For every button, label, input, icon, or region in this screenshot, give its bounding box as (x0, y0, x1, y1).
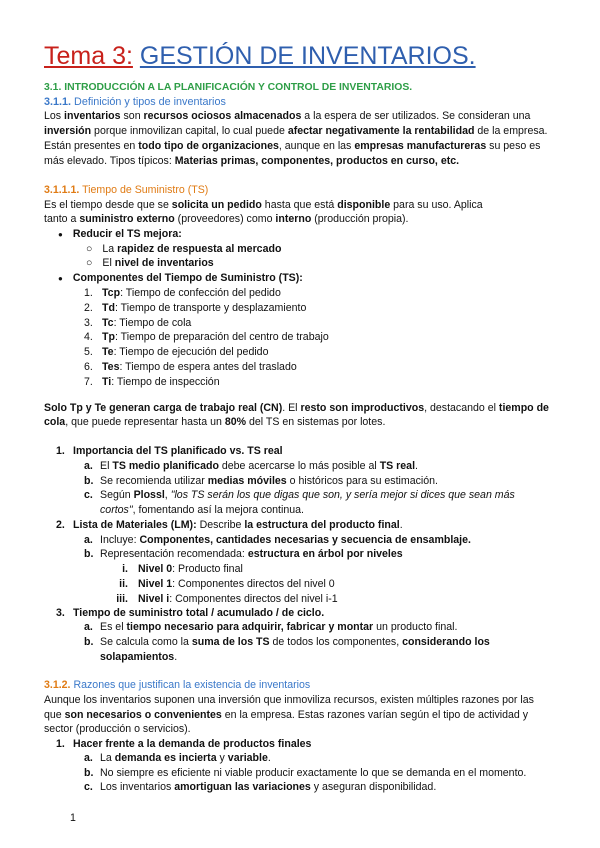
list-item (56, 444, 283, 459)
item-desc: : Tiempo de transporte y desplazamiento (114, 301, 307, 314)
text: Es el tiempo desde que se (44, 199, 172, 211)
text: b. (84, 548, 94, 560)
text: la estructura del producto final (244, 519, 400, 531)
text: suma de los TS (191, 636, 270, 648)
item-desc: : Tiempo de cola (113, 316, 192, 329)
level-item (104, 592, 338, 607)
text: Están presentes en (44, 140, 139, 152)
level-item (104, 577, 335, 592)
text: todo tipo de organizaciones (138, 140, 279, 152)
text: a. (84, 621, 93, 633)
level-item (104, 562, 243, 577)
text: 3. (56, 607, 65, 619)
item-desc: : Tiempo de preparación del centro de trabajo (114, 331, 329, 344)
text: , que puede representar hasta un (65, 416, 225, 428)
title-text: GESTIÓN DE INVENTARIOS. (139, 42, 476, 70)
component-item (84, 345, 268, 360)
component-item (84, 375, 220, 390)
item-code: Te (102, 346, 114, 359)
text: Solo Tp y Te generan carga de trabajo real (CN) (44, 402, 283, 414)
section-text: Tiempo de Suministro (TS) (82, 184, 209, 196)
item-number: 5. (84, 346, 93, 359)
text: afectar negativamente la rentabilidad (287, 125, 475, 137)
text: Incluye: (100, 534, 140, 546)
component-item (84, 301, 306, 316)
item-number: 1. (84, 287, 93, 299)
page-title (44, 40, 476, 72)
text: TS medio planificado (112, 460, 219, 472)
sub-list-item (84, 766, 526, 781)
text: tiempo de (498, 402, 549, 414)
text: suministro externo (79, 213, 175, 225)
text: Se calcula como la (100, 636, 192, 648)
text: . (174, 651, 178, 663)
item-desc: : Tiempo de ejecución del pedido (113, 346, 269, 359)
text: nivel de inventarios (114, 257, 214, 269)
sub-list-item-continued (100, 503, 304, 518)
text: Reducir el TS mejora: (72, 228, 182, 240)
text: , fomentando así la mejora continua. (132, 504, 304, 516)
text: Los inventarios (100, 781, 175, 793)
text: , (164, 489, 171, 501)
text: . (415, 460, 418, 472)
item-code: Nivel 1 (138, 577, 173, 590)
text: y aseguran disponibilidad. (310, 781, 437, 793)
paragraph-4-line-3 (44, 722, 191, 737)
item-code: Tp (102, 331, 115, 344)
text: (producción propia). (311, 213, 409, 225)
text: sector (producción o servicios). (44, 723, 191, 735)
text: Hacer frente a la demanda de productos finales (73, 738, 312, 750)
paragraph-3-line-2 (44, 415, 385, 430)
text: Aunque los inventarios suponen una inversión que inmoviliza recursos, existen múltiples razones por las (44, 694, 534, 706)
sub-list-item (84, 488, 515, 503)
text: un producto final. (373, 621, 458, 633)
sub-list-item (84, 635, 490, 650)
item-number: 7. (84, 375, 93, 388)
text: Según (100, 489, 134, 501)
text: b. (84, 475, 94, 487)
text: su peso es (486, 140, 541, 152)
section-num: 3.1.2. (44, 679, 71, 691)
sub-list-item (84, 780, 436, 795)
text: a. (84, 534, 93, 546)
list-item (56, 518, 403, 533)
text: . (267, 752, 271, 764)
item-number: 4. (84, 331, 93, 344)
item-code: Td (102, 301, 115, 314)
text: estructura en árbol por niveles (247, 548, 403, 560)
text: Importancia del TS planificado vs. TS real (73, 445, 283, 457)
text: rapidez de respuesta al mercado (117, 243, 282, 255)
text: amortiguan las variaciones (174, 781, 311, 793)
sub-list-item (84, 533, 471, 548)
text: a la espera de ser utilizados. Se consideran una (301, 110, 531, 122)
sub-list-item (84, 620, 457, 635)
text: Lista de Materiales (LM): (73, 519, 197, 531)
sub-list-item (84, 474, 438, 489)
text: disponible (337, 199, 391, 211)
item-desc: : Componentes directos del nivel i-1 (169, 592, 338, 605)
text: y (216, 752, 228, 764)
item-number: ii. (119, 577, 128, 590)
text: Se recomienda utilizar (100, 475, 208, 487)
item-number: iii. (116, 592, 128, 605)
text: tanto a (44, 213, 80, 225)
text: solicita un pedido (171, 199, 262, 211)
text: de todos los componentes, (269, 636, 403, 648)
text: debe acercarse lo más posible al (218, 460, 380, 472)
bullet-dot-icon: ● (58, 274, 63, 283)
list-item (56, 606, 324, 621)
page-number: 1 (70, 812, 76, 824)
sub-list-item (84, 547, 403, 562)
section-text: Razones que justifican la existencia de inventarios (73, 679, 311, 691)
item-code: Tc (102, 316, 114, 329)
text: Plossl (133, 489, 165, 501)
component-item (84, 360, 297, 375)
text: en la empresa. Estas razones varían según el tipo de actividad y (221, 709, 529, 721)
paragraph-1-line-3 (44, 139, 540, 154)
text: para su uso. Aplica (390, 199, 483, 211)
text: Describe (196, 519, 245, 531)
sub-bullet-item (86, 256, 214, 271)
item-number: 3. (84, 316, 93, 329)
text: 80% (224, 416, 247, 428)
text: No siempre es eficiente ni viable producir exactamente lo que se demanda en el momento. (100, 767, 527, 779)
bullet-dot-icon: ● (58, 230, 63, 239)
circle-bullet-icon: ○ (86, 243, 93, 255)
item-number: 2. (84, 301, 93, 314)
text: resto son improductivos (300, 402, 425, 414)
item-code: Nivel 0 (138, 563, 173, 575)
text: , destacando el (424, 402, 499, 414)
text: "los TS serán los que digas que son, y sería mejor si dices que sean más (170, 489, 515, 501)
section-heading-3-1-1-1 (44, 183, 208, 198)
text: Componentes, cantidades necesarias y secuencia de ensamblaje. (139, 534, 471, 546)
section-num: 3.1. (44, 82, 62, 93)
paragraph-4-line-1 (44, 693, 534, 708)
text: La (102, 243, 118, 255)
text: b. (84, 767, 94, 779)
item-desc: : Tiempo de inspección (111, 375, 220, 388)
text: Componentes del Tiempo de Suministro (TS): (72, 272, 303, 284)
bullet-item (58, 271, 303, 286)
text: demanda es incierta (114, 752, 217, 764)
text: TS real (379, 460, 416, 472)
text: Tiempo de suministro total / acumulado / de ciclo. (73, 607, 325, 619)
item-code: Tcp (102, 287, 121, 299)
sub-list-item (84, 459, 418, 474)
text: empresas manufactureras (354, 140, 487, 152)
section-heading-3-1 (44, 80, 412, 95)
text: cortos" (100, 504, 133, 516)
paragraph-1-line-1 (44, 109, 530, 124)
text: . El (282, 402, 301, 414)
text: son (120, 110, 144, 122)
title-label: Tema 3: (44, 42, 133, 70)
text: inversión (44, 125, 92, 137)
sub-list-item (84, 751, 271, 766)
paragraph-4-line-2 (44, 708, 528, 723)
text: El (102, 257, 115, 269)
component-item (84, 316, 191, 331)
item-code: Nivel i (138, 592, 170, 605)
text: c. (84, 781, 93, 793)
section-heading-3-1-1 (44, 95, 226, 110)
item-number: i. (122, 563, 128, 575)
paragraph-1-line-4 (44, 154, 459, 169)
section-text: Definición y tipos de inventarios (74, 96, 226, 108)
text: solapamientos (100, 651, 175, 663)
text: de la empresa. (474, 125, 548, 137)
text: Representación recomendada: (100, 548, 248, 560)
text: hasta que está (261, 199, 338, 211)
text: b. (84, 636, 94, 648)
text: La (100, 752, 115, 764)
text: tiempo necesario para adquirir, fabricar y montar (126, 621, 374, 633)
text: Los (44, 110, 65, 122)
text: a. (84, 460, 93, 472)
text: cola (44, 416, 66, 428)
section-text: INTRODUCCIÓN A LA PLANIFICACIÓN Y CONTROL DE INVENTARIOS. (64, 82, 413, 93)
text: considerando los (402, 636, 490, 648)
item-desc: : Componentes directos del nivel 0 (172, 577, 335, 590)
list-item (56, 737, 311, 752)
text: 1. (56, 445, 65, 457)
section-heading-3-1-2 (44, 678, 310, 693)
text: c. (84, 489, 93, 501)
circle-bullet-icon: ○ (86, 257, 93, 269)
text: que (44, 709, 65, 721)
text: o históricos para su estimación. (286, 475, 438, 487)
paragraph-3-line-1 (44, 401, 549, 416)
text: Materias primas, componentes, productos en curso, etc. (174, 155, 460, 167)
item-desc: : Tiempo de espera antes del traslado (119, 361, 297, 373)
text: (proveedores) como (174, 213, 276, 225)
paragraph-2-line-2 (44, 212, 408, 227)
sub-list-item-continued (100, 650, 177, 665)
text: medias móviles (207, 475, 287, 487)
item-code: Tes (102, 361, 120, 373)
bullet-item (58, 227, 182, 242)
text: inventarios (64, 110, 121, 122)
sub-bullet-item (86, 242, 281, 257)
paragraph-1-line-2 (44, 124, 547, 139)
component-item (84, 286, 281, 301)
section-num: 3.1.1.1. (44, 184, 80, 196)
item-desc: : Producto final (172, 563, 243, 575)
text: son necesarios o convenientes (64, 709, 222, 721)
text: del TS en sistemas por lotes. (246, 416, 386, 428)
text: variable (227, 752, 268, 764)
text: recursos ociosos almacenados (143, 110, 302, 122)
text: . (399, 519, 403, 531)
component-item (84, 330, 329, 345)
text: a. (84, 752, 93, 764)
text: Es el (100, 621, 127, 633)
text: El (100, 460, 113, 472)
text: porque inmovilizan capital, lo cual puede (91, 125, 288, 137)
text: , aunque en las (278, 140, 355, 152)
paragraph-2-line-1 (44, 198, 483, 213)
text: 1. (56, 738, 65, 750)
text: más elevado. Tipos típicos: (44, 155, 175, 167)
item-number: 6. (84, 361, 93, 373)
section-num: 3.1.1. (44, 96, 72, 108)
item-code: Ti (102, 375, 112, 388)
item-desc: : Tiempo de confección del pedido (120, 287, 281, 299)
text: 2. (56, 519, 65, 531)
text: interno (275, 213, 312, 225)
